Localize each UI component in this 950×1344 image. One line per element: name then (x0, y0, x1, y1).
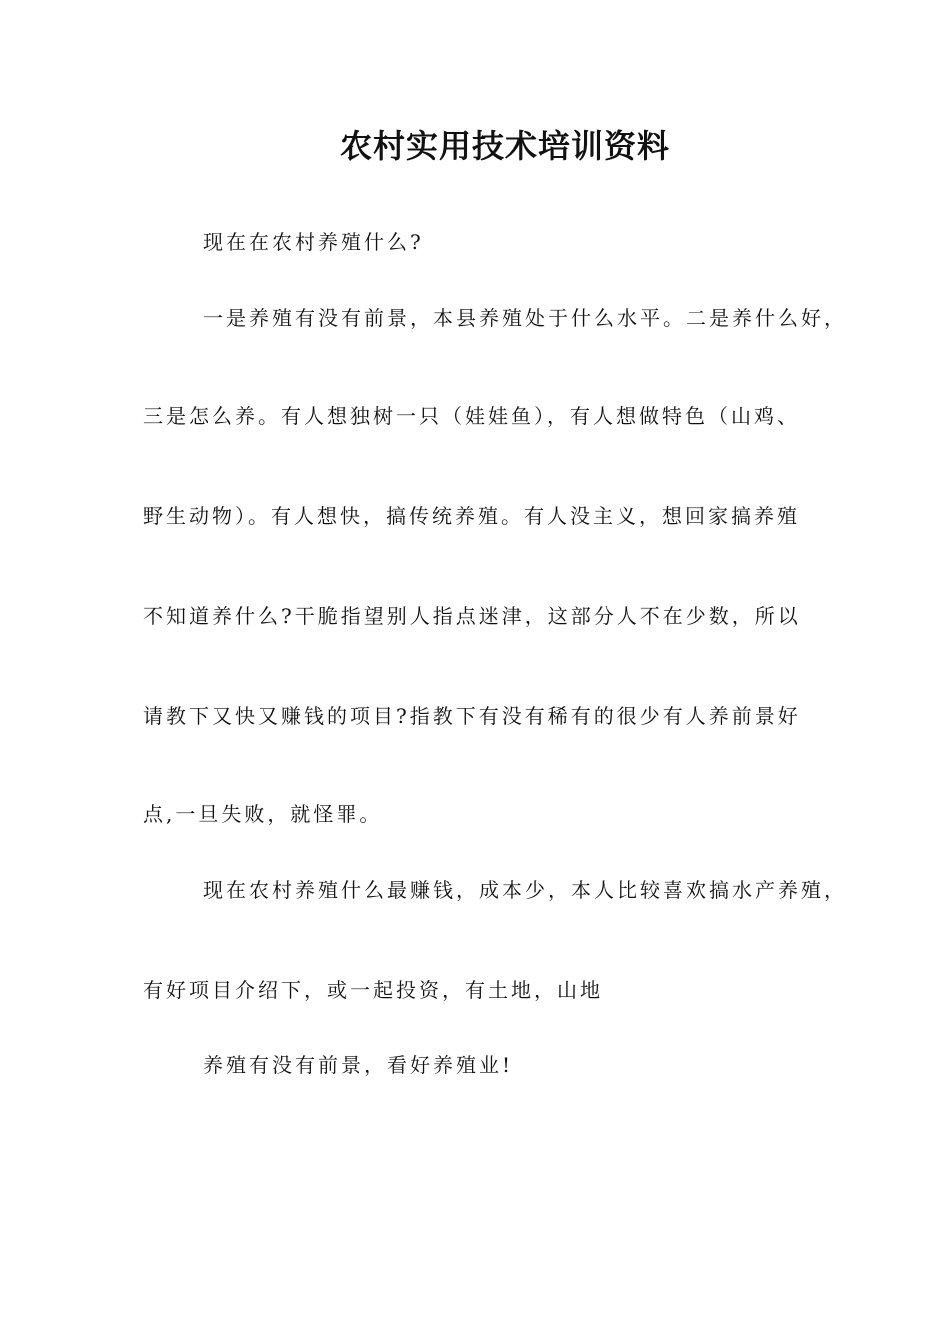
paragraph-line: 请教下又快又赚钱的项目?指教下有没有稀有的很少有人养前景好 (143, 704, 801, 728)
paragraph-line: 现在在农村养殖什么? (203, 230, 424, 254)
paragraph-line: 野生动物）。有人想快，搞传统养殖。有人没主义，想回家搞养殖 (143, 504, 800, 528)
paragraph-line: 三是怎么养。有人想独树一只（娃娃鱼），有人想做特色（山鸡、 (143, 404, 800, 428)
paragraph-line: 一是养殖有没有前景，本县养殖处于什么水平。二是养什么好， (203, 306, 847, 330)
paragraph-line: 不知道养什么?干脆指望别人指点迷津，这部分人不在少数，所以 (143, 604, 801, 628)
document-title: 农村实用技术培训资料 (339, 127, 670, 165)
paragraph-line: 有好项目介绍下，或一起投资，有土地，山地 (143, 978, 603, 1002)
paragraph-line: 现在农村养殖什么最赚钱，成本少，本人比较喜欢搞水产养殖， (203, 878, 847, 902)
paragraph-line: 点,一旦失败，就怪罪。 (143, 802, 383, 826)
paragraph-line: 养殖有没有前景，看好养殖业! (203, 1053, 514, 1077)
